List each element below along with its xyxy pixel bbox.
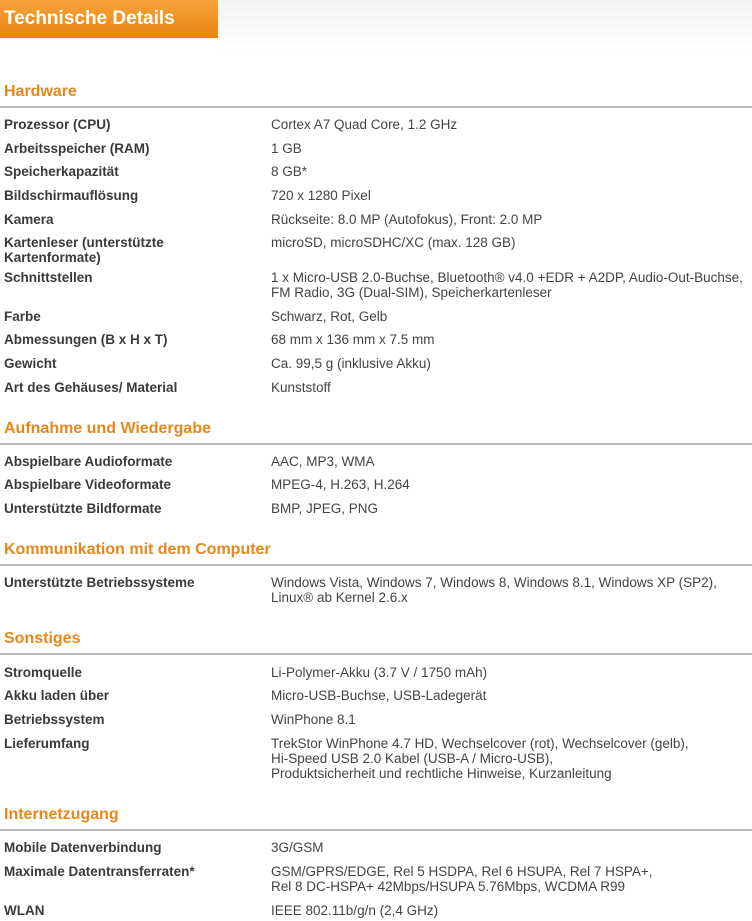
section-title: Kommunikation mit dem Computer	[4, 541, 271, 558]
section-divider	[0, 564, 752, 566]
spec-label: Abspielbare Audioformate	[4, 454, 173, 469]
spec-label: Speicherkapazität	[4, 164, 119, 179]
spec-label: Bildschirmauflösung	[4, 188, 139, 203]
spec-label: WLAN	[4, 903, 45, 918]
spec-value: Kunststoff	[271, 380, 331, 395]
spec-value: Ca. 99,5 g (inklusive Akku)	[271, 356, 431, 371]
spec-value: Schwarz, Rot, Gelb	[271, 309, 388, 324]
spec-value: 8 GB*	[271, 164, 308, 179]
section-title: Sonstiges	[4, 630, 81, 647]
spec-value: IEEE 802.11b/g/n (2,4 GHz)	[271, 903, 439, 918]
spec-value: Windows Vista, Windows 7, Windows 8, Windows 8.1, Windows XP (SP2), Linux® ab Kernel 2.6.x	[271, 575, 717, 605]
spec-value: 3G/GSM	[271, 840, 324, 855]
section-divider	[0, 106, 752, 108]
section-tab-title: Technische Details	[0, 0, 218, 38]
spec-label: Lieferumfang	[4, 736, 90, 751]
spec-label: Art des Gehäuses/ Material	[4, 380, 178, 395]
spec-label: Kamera	[4, 212, 54, 227]
spec-value: 720 x 1280 Pixel	[271, 188, 371, 203]
spec-label: Mobile Datenverbindung	[4, 840, 162, 855]
spec-label: Prozessor (CPU)	[4, 117, 111, 132]
spec-value: AAC, MP3, WMA	[271, 454, 375, 469]
spec-label: Gewicht	[4, 356, 57, 371]
spec-label: Unterstützte Betriebssysteme	[4, 575, 195, 590]
spec-label: Abspielbare Videoformate	[4, 477, 172, 492]
spec-value: WinPhone 8.1	[271, 712, 356, 727]
spec-value: TrekStor WinPhone 4.7 HD, Wechselcover (rot), Wechselcover (gelb), Hi-Speed USB 2.0 Kabel (USB-A / Micro-USB), Produktsicherheit und rechtliche Hinweise, Kurzanleitung	[271, 736, 689, 781]
spec-label: Abmessungen (B x H x T)	[4, 332, 168, 347]
spec-value: Cortex A7 Quad Core, 1.2 GHz	[271, 117, 458, 132]
section-title: Internetzugang	[4, 806, 119, 823]
spec-label: Maximale Datentransferraten*	[4, 864, 195, 879]
spec-label: Farbe	[4, 309, 41, 324]
spec-value: MPEG-4, H.263, H.264	[271, 477, 410, 492]
spec-value: Micro-USB-Buchse, USB-Ladegerät	[271, 688, 487, 703]
spec-value: GSM/GPRS/EDGE, Rel 5 HSDPA, Rel 6 HSUPA, Rel 7 HSPA+, Rel 8 DC-HSPA+ 42Mbps/HSUPA 5.76Mbps, WCDMA R99	[271, 864, 653, 894]
spec-label: Kartenleser (unterstützte Kartenformate)	[4, 235, 164, 265]
spec-label: Arbeitsspeicher (RAM)	[4, 141, 150, 156]
section-title: Aufnahme und Wiedergabe	[4, 420, 211, 437]
spec-value: Rückseite: 8.0 MP (Autofokus), Front: 2.0 MP	[271, 212, 543, 227]
spec-value: 1 x Micro-USB 2.0-Buchse, Bluetooth® v4.0 +EDR + A2DP, Audio-Out-Buchse, FM Radio, 3G (Dual-SIM), Speicherkartenleser	[271, 270, 743, 300]
spec-label: Betriebssystem	[4, 712, 105, 727]
section-divider	[0, 829, 752, 831]
section-title: Hardware	[4, 83, 77, 100]
spec-value: microSD, microSDHC/XC (max. 128 GB)	[271, 235, 516, 250]
spec-value: 1 GB	[271, 141, 302, 156]
spec-value: BMP, JPEG, PNG	[271, 501, 379, 516]
spec-label: Stromquelle	[4, 665, 83, 680]
spec-label: Unterstützte Bildformate	[4, 501, 162, 516]
section-divider	[0, 443, 752, 445]
spec-label: Schnittstellen	[4, 270, 93, 285]
header-background	[218, 0, 752, 52]
spec-value: 68 mm x 136 mm x 7.5 mm	[271, 332, 435, 347]
spec-label: Akku laden über	[4, 688, 110, 703]
spec-value: Li-Polymer-Akku (3.7 V / 1750 mAh)	[271, 665, 488, 680]
section-divider	[0, 653, 752, 655]
